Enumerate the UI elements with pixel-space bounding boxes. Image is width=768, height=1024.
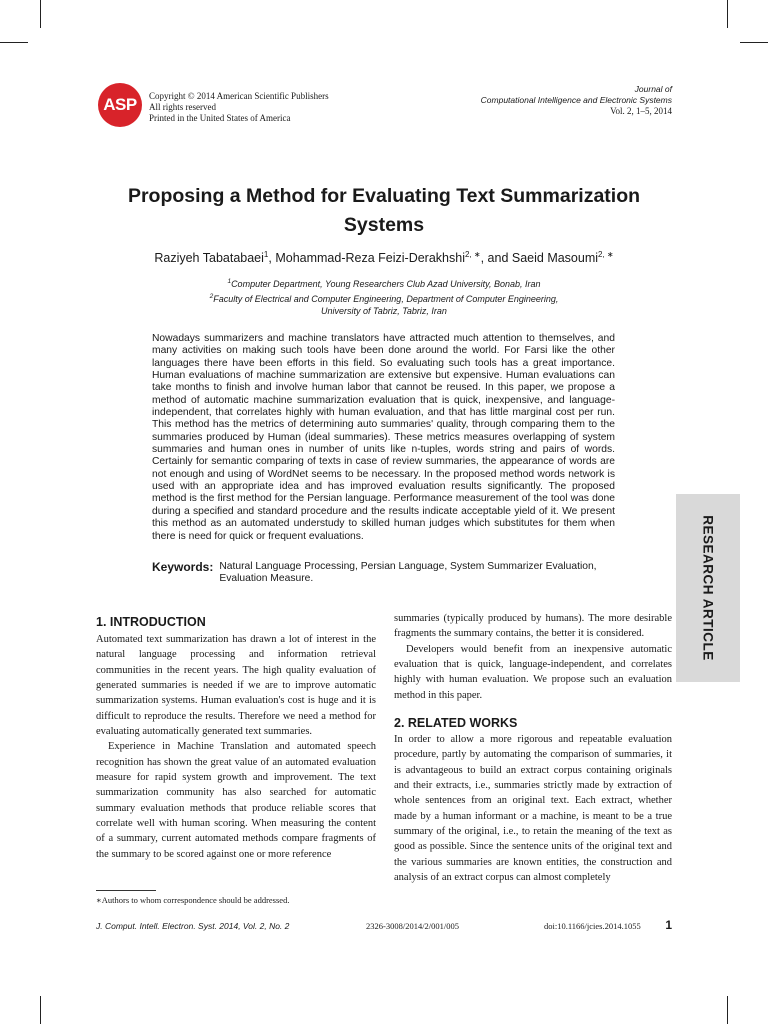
journal-volume: Vol. 2, 1–5, 2014 xyxy=(610,106,672,116)
left-column xyxy=(96,614,376,862)
paragraph: Developers would benefit from an inexpensive automatic evaluation that is quick, language-independent, and correlates highly with human evaluation. We propose such an evaluation method in this paper. xyxy=(394,643,672,701)
article-type-label: RESEARCH ARTICLE xyxy=(700,515,716,661)
article-type-tab xyxy=(676,494,740,682)
affiliation-text: Faculty of Electrical and Computer Engineering, Department of Computer Engineering, xyxy=(213,293,559,304)
footer-issn: 2326-3008/2014/2/001/005 xyxy=(366,921,460,931)
page-footer xyxy=(96,919,672,933)
footnote-rule xyxy=(96,890,156,891)
page-number: 1 xyxy=(665,918,672,932)
right-column xyxy=(394,611,672,886)
paragraph: summaries (typically produced by humans). The more desirable fragments the summary contains, the better it is considered. xyxy=(394,613,672,640)
journal-header xyxy=(481,84,672,117)
paper-title: Proposing a Method for Evaluating Text Summarization Systems xyxy=(127,185,641,236)
crop-mark xyxy=(740,42,768,43)
section-heading-related-works: 2. RELATED WORKS xyxy=(394,716,518,731)
crop-mark xyxy=(0,42,28,43)
crop-mark xyxy=(40,996,41,1024)
affiliation-mark: 2 xyxy=(209,292,214,300)
footnote: ∗Authors to whom correspondence should be addressed. xyxy=(96,895,290,905)
author-separator: , and xyxy=(480,251,512,266)
affiliation-text: Computer Department, Young Researchers Club Azad University, Bonab, Iran xyxy=(231,279,541,289)
copyright-notice xyxy=(149,91,329,124)
affiliation-line xyxy=(96,291,672,306)
paragraph: Automated text summarization has drawn a lot of interest in the natural language processing and information retrieval communities in the recent years. The high quality evaluation of generated summaries is needed if we are to improve automatic summarization systems. Human evaluation's cost is huge and it is difficult to reproduce the results. Therefore we need a method for evaluating automatically generated text summaries. xyxy=(96,634,376,738)
copyright-line: All rights reserved xyxy=(149,102,216,112)
crop-mark xyxy=(40,0,41,28)
author-name: Mohammad-Reza Feizi-Derakhshi xyxy=(275,251,465,266)
affiliations xyxy=(96,276,672,318)
copyright-line: Copyright © 2014 American Scientific Publishers xyxy=(149,91,329,101)
crop-mark xyxy=(727,0,728,28)
footer-doi: doi:10.1166/jcies.2014.1055 xyxy=(544,921,641,931)
section-heading-introduction: 1. INTRODUCTION xyxy=(96,615,206,629)
journal-line: Computational Intelligence and Electronic Systems xyxy=(480,95,672,105)
copyright-line: Printed in the United States of America xyxy=(149,113,291,123)
journal-line: Journal of xyxy=(634,84,672,94)
paragraph: Experience in Machine Translation and automated speech recognition has shown the great value of an automated evaluation measure for rapid system growth and improvement. The text summarization community has also searched for automatic summary evaluation methods that produce reliable scores that correlate well with human scoring. When measuring the content of a summary, current automated methods compare fragments of the summary to be scored against one or more reference xyxy=(96,741,376,860)
crop-mark xyxy=(727,996,728,1024)
author-affil-mark: 1 xyxy=(263,250,269,259)
paragraph: In order to allow a more rigorous and repeatable evaluation procedure, partly by automating the comparison of summaries, it is advantageous to build an extract corpus containing originals and their extracts, i.e., summaries strictly made by extraction of whole sentences from an original text. Each extract, whether made by a human informant or a machine, is meant to be a true summary of the original, i.e., to retain the meaning of the text as good as possible. Since the sentence units of the original text and the various summaries are known entities, the construction and analysis of an extract corpus can almost completely xyxy=(394,734,672,884)
affiliation-line xyxy=(96,305,672,318)
keywords-label: Keywords: xyxy=(152,560,214,574)
author-name: Saeid Masoumi xyxy=(511,251,599,266)
author-separator: , xyxy=(268,251,276,266)
author-affil-mark: 2, ∗ xyxy=(598,250,614,259)
keywords-text: Natural Language Processing, Persian Language, System Summarizer Evaluation, Evaluation Measure. xyxy=(219,561,597,585)
author-affil-mark: 2, ∗ xyxy=(464,250,481,259)
publisher-logo: ASP xyxy=(98,83,142,127)
footer-citation: J. Comput. Intell. Electron. Syst. 2014, Vol. 2, No. 2 xyxy=(96,921,290,931)
affiliation-line xyxy=(96,276,672,291)
affiliation-mark: 1 xyxy=(227,278,232,285)
abstract: Nowadays summarizers and machine translators have attracted much attention to themselves, and many activities on making such tools have been done around the world. For Farsi like the other languages there have been efforts in this field. So evaluating such tools has a great importance. Human evaluations of machine summarization are extensive but expensive. Human evaluations can take months to finish and involve human labor that cannot be reused. In this paper, we propose a method of automatic machine summarization evaluation that is quick, inexpensive, and language-independent, that correlates highly with human evaluation, and that has little marginal cost per run. This method has the metrics of determining auto summaries' quality, through comparing them to the summaries produced by Human (ideal summaries). These metrics measures overlapping of system summaries and human ones in number of units like n-tuples, words string and pairs of words. Certainly for semantic comparing of texts in case of review summaries, the appearance of words are not enough and using of WordNet seems to be necessary. In the proposed method words network is used with an appropriate idea and has improved evaluation results significantly. The proposed method is the first method for the Persian language. Performance measurement of the tool was done during a specified and standard procedure and the results indicate acceptable yield of it. We present this method as an automated understudy to skilled human judges which substitutes for them when there is need for quick or frequent evaluations. xyxy=(152,333,615,542)
keywords xyxy=(152,561,617,586)
affiliation-text: University of Tabriz, Tabriz, Iran xyxy=(321,306,447,316)
author-list xyxy=(96,250,672,265)
author-name: Raziyeh Tabatabaei xyxy=(154,251,264,266)
